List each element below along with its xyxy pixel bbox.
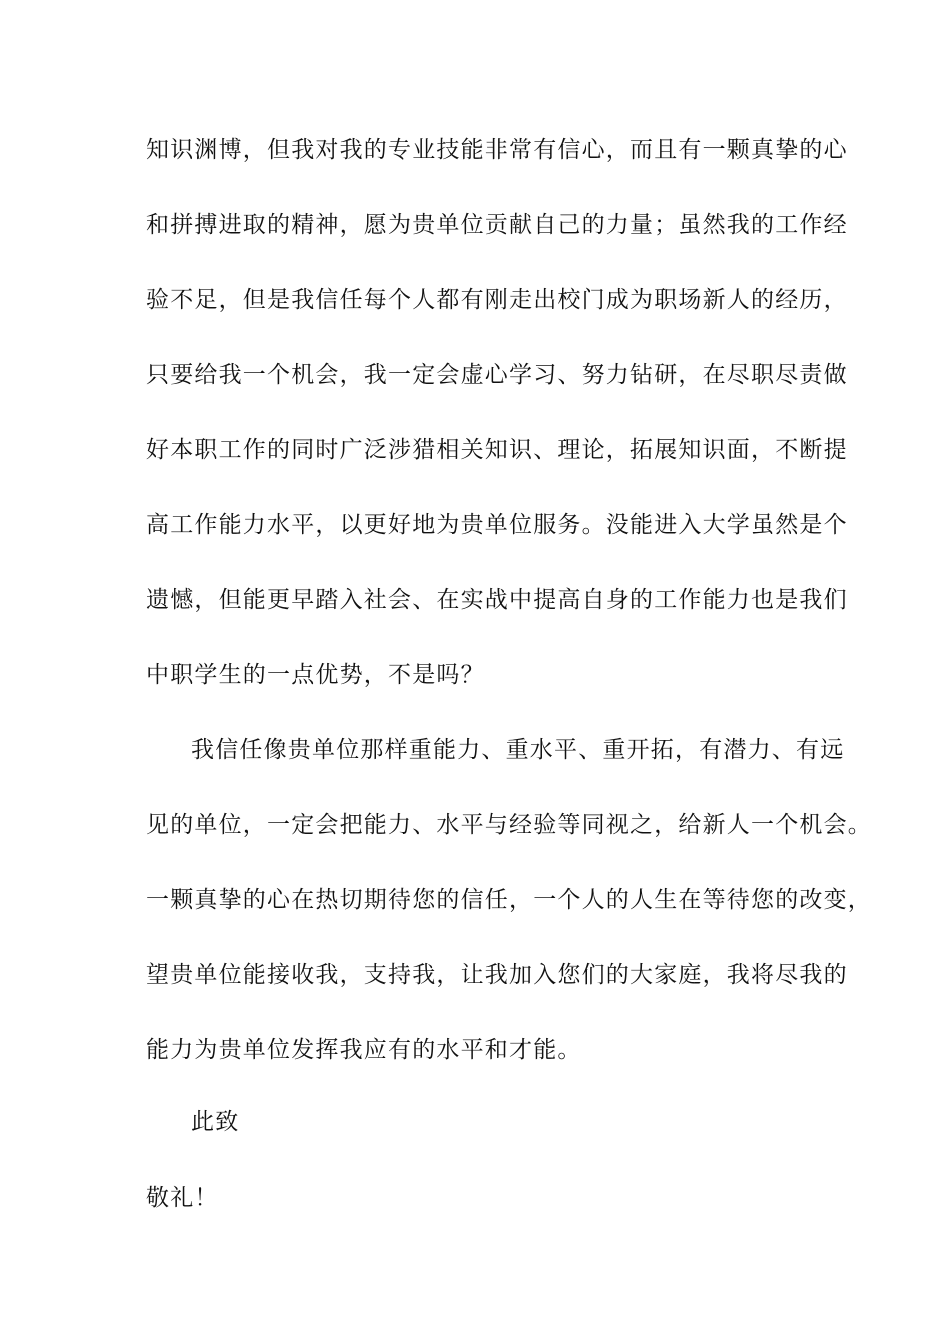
- text-line: 能力为贵单位发挥我应有的水平和才能。: [146, 1037, 582, 1063]
- text-line: 和拼搏进取的精神，愿为贵单位贡献自己的力量；虽然我的工作经: [146, 212, 848, 238]
- text-line: 一颗真挚的心在热切期待您的信任，一个人的人生在等待您的改变，: [146, 887, 872, 913]
- text-line: 遗憾，但能更早踏入社会、在实战中提高自身的工作能力也是我们: [146, 587, 848, 613]
- closing-regards: 敬礼！: [146, 1185, 219, 1211]
- text-line: 中职学生的一点优势，不是吗？: [146, 662, 485, 688]
- text-line: 见的单位，一定会把能力、水平与经验等同视之，给新人一个机会。: [146, 812, 872, 838]
- text-line: 好本职工作的同时广泛涉猎相关知识、理论，拓展知识面，不断提: [146, 437, 848, 463]
- text-line: 只要给我一个机会，我一定会虚心学习、努力钻研，在尽职尽责做: [146, 362, 848, 388]
- text-line: 验不足，但是我信任每个人都有刚走出校门成为职场新人的经历，: [146, 287, 848, 313]
- closing-salutation: 此致: [191, 1109, 240, 1135]
- text-line: 高工作能力水平，以更好地为贵单位服务。没能进入大学虽然是个: [146, 512, 848, 538]
- text-line: 知识渊博，但我对我的专业技能非常有信心，而且有一颗真挚的心: [146, 137, 848, 163]
- text-line: 望贵单位能接收我，支持我，让我加入您们的大家庭，我将尽我的: [146, 962, 848, 988]
- paragraph-first-line: 我信任像贵单位那样重能力、重水平、重开拓，有潜力、有远: [191, 737, 845, 763]
